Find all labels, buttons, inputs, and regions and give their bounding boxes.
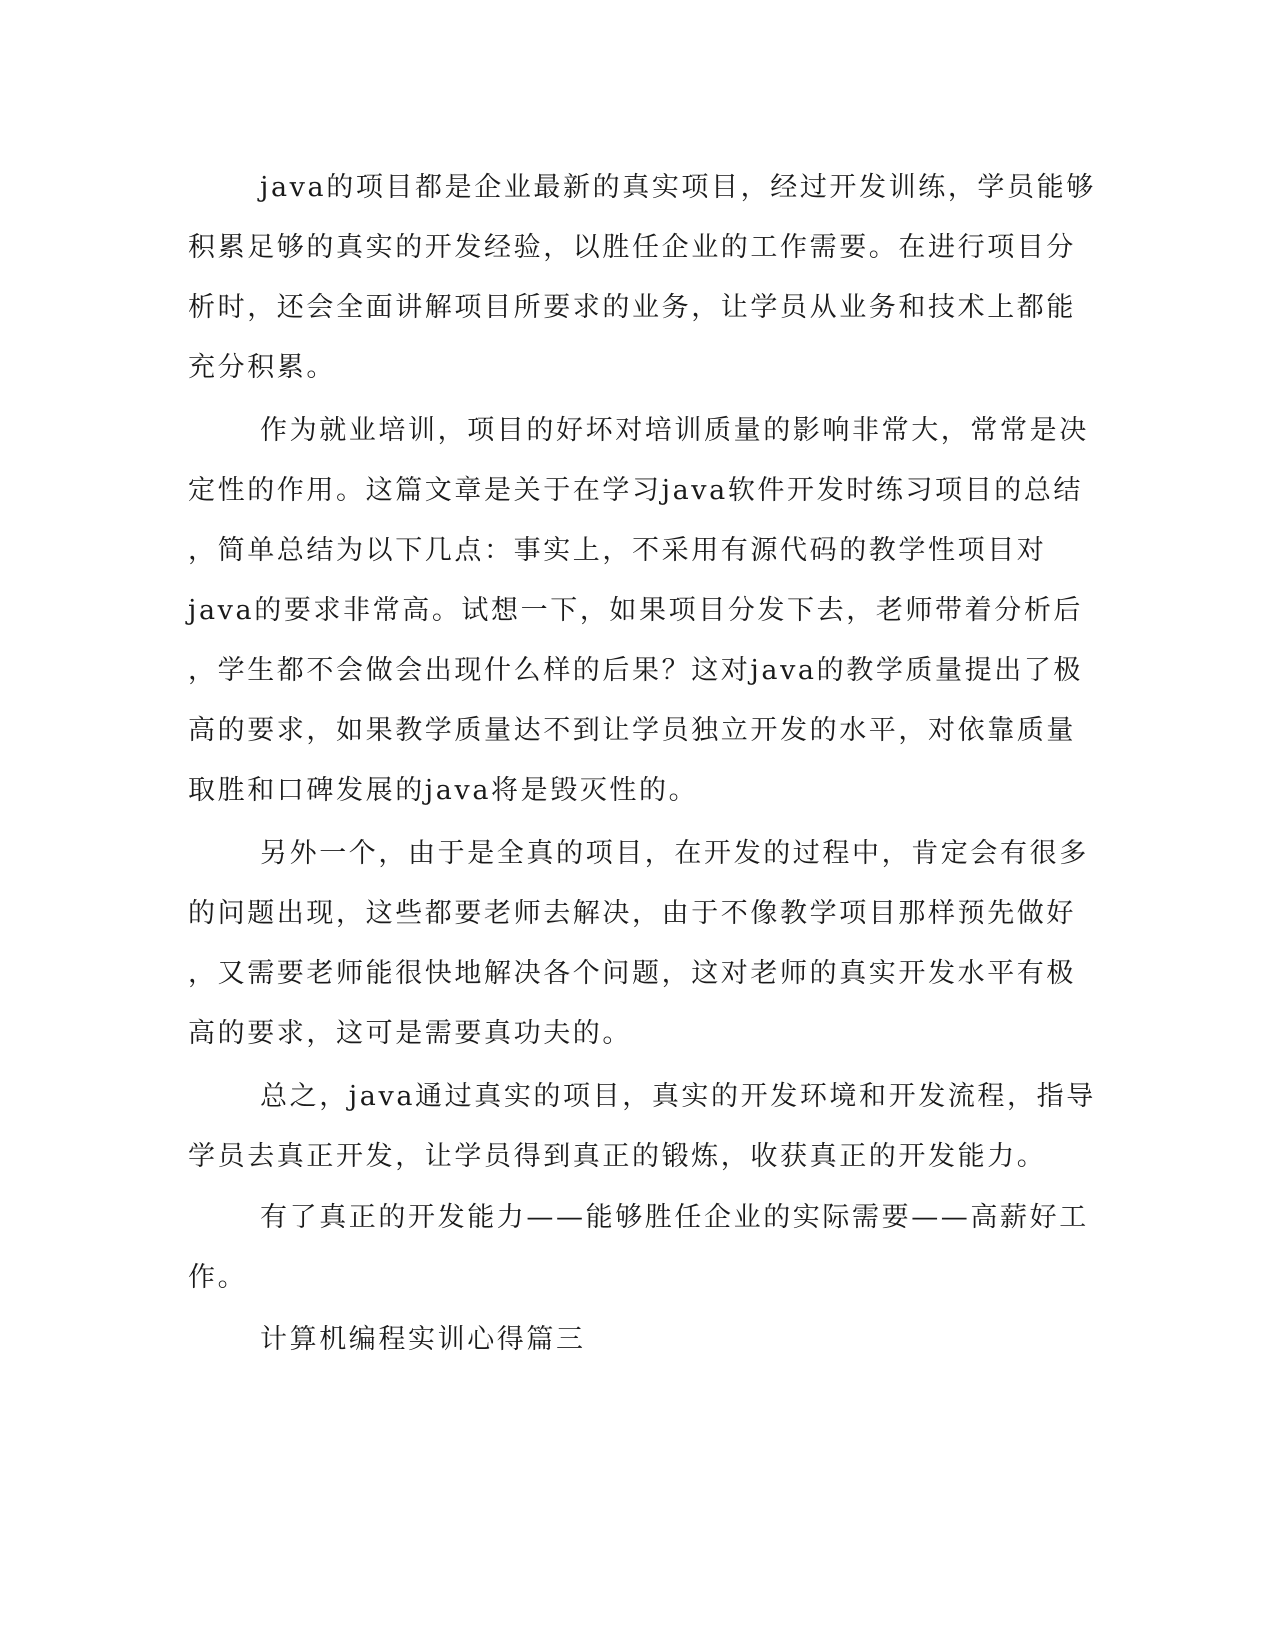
paragraph-3-line-1: 另外一个，由于是全真的项目，在开发的过程中，肯定会有很多 (260, 838, 1089, 869)
paragraph-3-line-3: ，又需要老师能很快地解决各个问题，这对老师的真实开发水平有极 (188, 958, 1076, 989)
paragraph-2-line-5: ，学生都不会做会出现什么样的后果？这对java的教学质量提出了极 (188, 655, 1084, 686)
paragraph-4-line-2: 学员去真正开发，让学员得到真正的锻炼，收获真正的开发能力。 (188, 1141, 1047, 1172)
paragraph-1-line-3: 析时，还会全面讲解项目所要求的业务，让学员从业务和技术上都能 (188, 292, 1076, 323)
paragraph-5-line-2: 作。 (188, 1262, 248, 1293)
paragraph-2-line-4: java的要求非常高。试想一下，如果项目分发下去，老师带着分析后 (188, 595, 1084, 626)
paragraph-3-line-2: 的问题出现，这些都要老师去解决，由于不像教学项目那样预先做好 (188, 898, 1076, 929)
paragraph-2-line-1: 作为就业培训，项目的好坏对培训质量的影响非常大，常常是决 (260, 415, 1089, 446)
paragraph-1-line-1: java的项目都是企业最新的真实项目，经过开发训练，学员能够 (260, 172, 1096, 203)
paragraph-2-line-6: 高的要求，如果教学质量达不到让学员独立开发的水平，对依靠质量 (188, 715, 1076, 746)
paragraph-1-line-4: 充分积累。 (188, 352, 336, 383)
paragraph-5-line-1: 有了真正的开发能力——能够胜任企业的实际需要——高薪好工 (260, 1202, 1089, 1233)
paragraph-4-line-1: 总之，java通过真实的项目，真实的开发环境和开发流程，指导 (260, 1081, 1096, 1112)
section-heading: 计算机编程实训心得篇三 (260, 1324, 586, 1355)
paragraph-2-line-3: ，简单总结为以下几点：事实上，不采用有源代码的教学性项目对 (188, 535, 1047, 566)
paragraph-3-line-4: 高的要求，这可是需要真功夫的。 (188, 1018, 632, 1049)
paragraph-1-line-2: 积累足够的真实的开发经验，以胜任企业的工作需要。在进行项目分 (188, 232, 1076, 263)
paragraph-2-line-2: 定性的作用。这篇文章是关于在学习java软件开发时练习项目的总结 (188, 475, 1084, 506)
paragraph-2-line-7: 取胜和口碑发展的java将是毁灭性的。 (188, 775, 699, 806)
